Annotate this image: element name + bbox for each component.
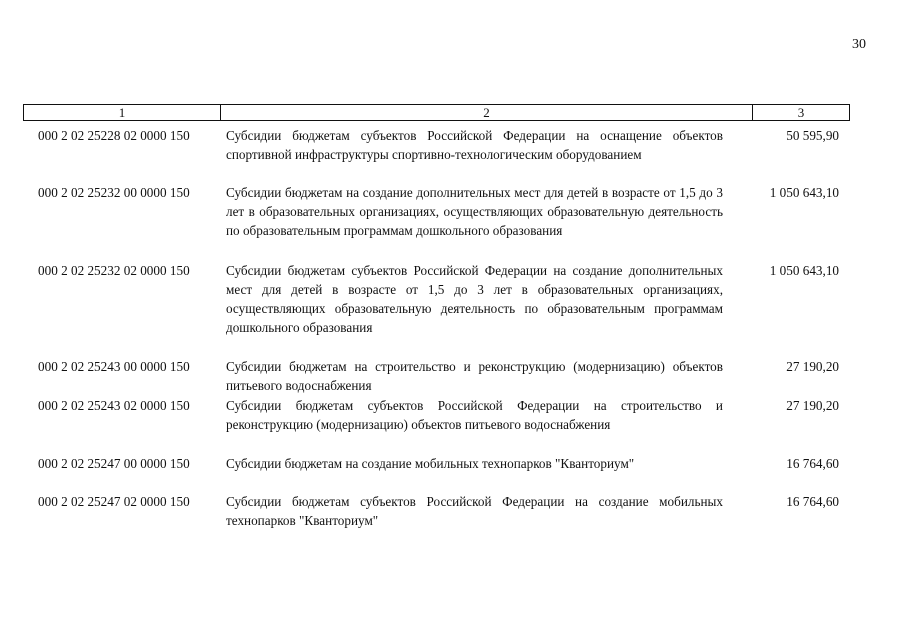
row-description: Субсидии бюджетам субъектов Российской Федерации на создание мобильных технопарков "Кванториум" (226, 494, 723, 528)
page-number: 30 (852, 37, 866, 52)
row-code: 000 2 02 25247 00 0000 150 (38, 456, 190, 471)
row-description: Субсидии бюджетам на создание дополнительных мест для детей в возрасте от 1,5 до 3 лет в образовательных организациях, осуществляющих образовательную деятельность по образовательным программам дошкольного образования (226, 185, 723, 238)
row-amount: 1 050 643,10 (769, 263, 839, 278)
column-header-code: 1 (24, 105, 221, 120)
row-description: Субсидии бюджетам субъектов Российской Федерации на создание дополнительных мест для детей в возрасте от 1,5 до 3 лет в образовательных организациях, осуществляющих образовательную деятельность по образовательным программам дошкольного образования (226, 263, 723, 335)
row-code: 000 2 02 25243 02 0000 150 (38, 398, 190, 413)
column-header-amount: 3 (797, 105, 805, 120)
row-amount: 1 050 643,10 (769, 185, 839, 200)
row-amount: 27 190,20 (786, 359, 839, 374)
row-code: 000 2 02 25247 02 0000 150 (38, 494, 190, 509)
column-header-description: 2 (221, 105, 753, 120)
row-description: Субсидии бюджетам субъектов Российской Федерации на строительство и реконструкцию (модернизацию) объектов питьевого водоснабжения (226, 398, 723, 432)
row-amount: 27 190,20 (786, 398, 839, 413)
row-description: Субсидии бюджетам на строительство и реконструкцию (модернизацию) объектов питьевого водоснабжения (226, 359, 723, 393)
row-code: 000 2 02 25243 00 0000 150 (38, 359, 190, 374)
row-amount: 16 764,60 (786, 494, 839, 509)
row-code: 000 2 02 25232 00 0000 150 (38, 185, 190, 200)
row-description: Субсидии бюджетам на создание мобильных технопарков "Кванториум" (226, 456, 635, 471)
row-amount: 50 595,90 (786, 128, 839, 143)
row-code: 000 2 02 25228 02 0000 150 (38, 128, 190, 143)
row-amount: 16 764,60 (786, 456, 839, 471)
row-code: 000 2 02 25232 02 0000 150 (38, 263, 190, 278)
row-description: Субсидии бюджетам субъектов Российской Федерации на оснащение объектов спортивной инфраструктуры спортивно-технологическим оборудованием (226, 128, 723, 162)
table-header (23, 104, 850, 121)
